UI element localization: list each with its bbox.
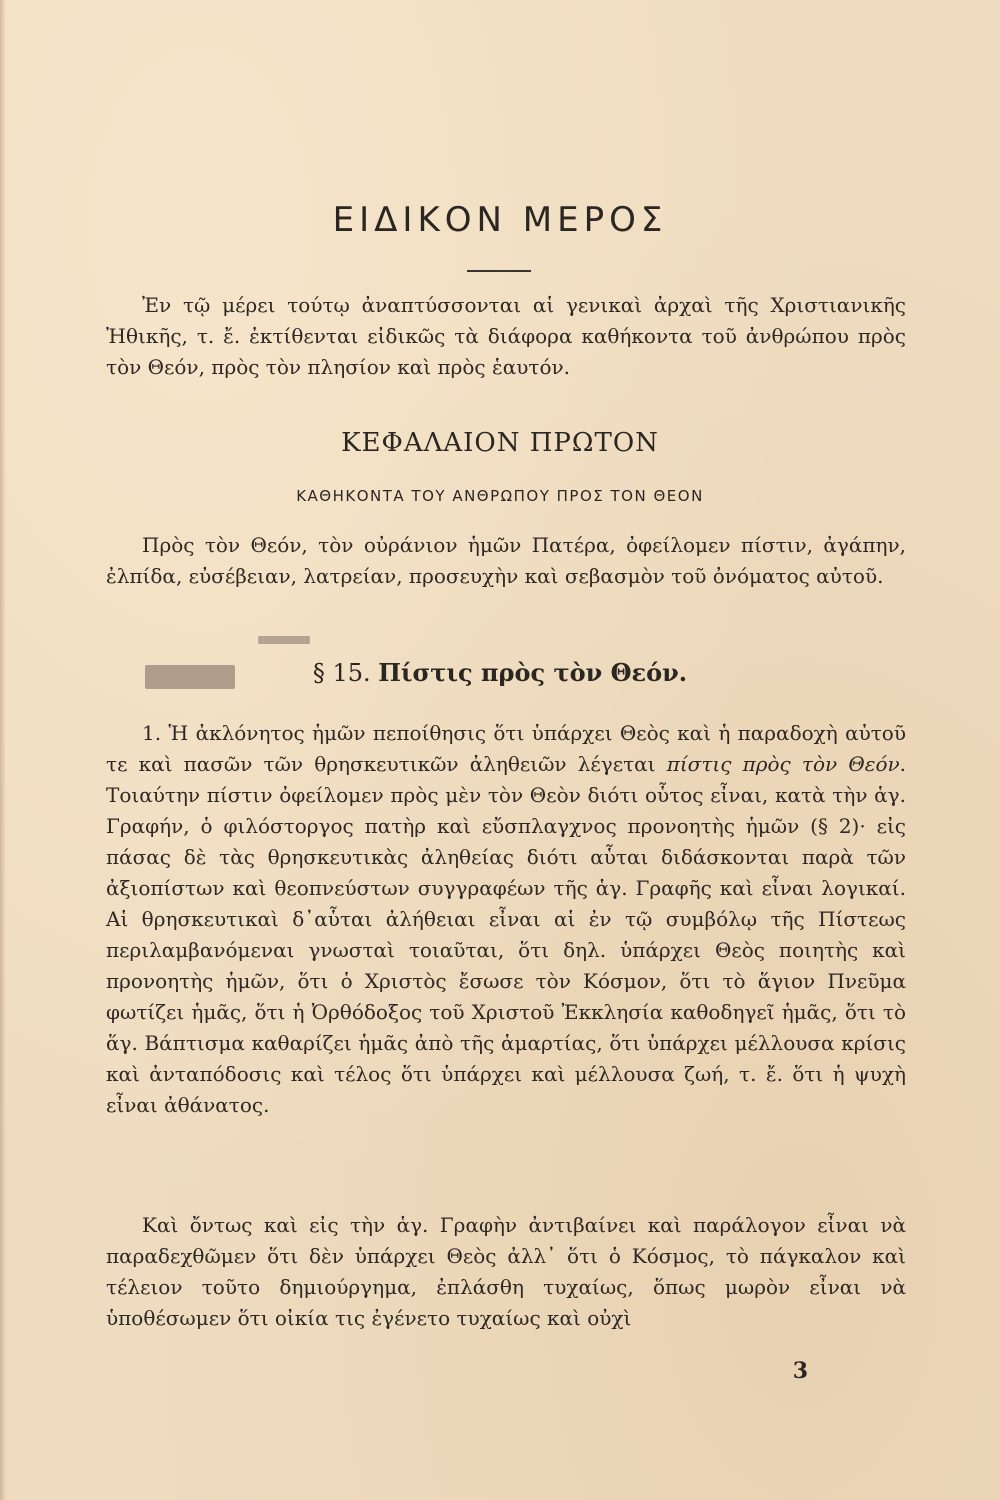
emphasized-term: πίστις πρὸς τὸν Θεόν bbox=[666, 752, 900, 776]
part-title: ΕΙΔΙΚΟΝ ΜΕΡΟΣ bbox=[332, 200, 668, 240]
section-number: § 15. bbox=[312, 659, 371, 687]
chapter-introduction: Πρὸς τὸν Θεόν, τὸν οὐράνιον ἡμῶν Πατέρα, ὀφείλομεν πίστιν, ἀγάπην, ἐλπίδα, εὐσέβειαν, λατρείαν, προσευχὴν καὶ σεβασμὸν τοῦ ὀνόματος αὐτοῦ. bbox=[106, 533, 906, 588]
chapter-subtitle: ΚΑΘΗΚΟΝΤΑ ΤΟΥ ΑΝΘΡΩΠΟΥ ΠΡΟΣ ΤΟΝ ΘΕΟΝ bbox=[296, 487, 704, 505]
ink-smudge bbox=[258, 636, 310, 644]
paragraph-text: 1. Ἡ ἀκλόνητος ἡμῶν πεποίθησις ὅτι ὑπάρχει Θεὸς καὶ ἡ παραδοχὴ αὐτοῦ τε καὶ πασῶν τῶν θρησκευτικῶν ἀληθειῶν λέγεται bbox=[106, 721, 906, 776]
body-paragraph: Καὶ ὄντως καὶ εἰς τὴν ἁγ. Γραφὴν ἀντιβαίνει καὶ παράλογον εἶναι νὰ παραδεχθῶμεν ὅτι δὲν ὑπάρχει Θεὸς ἀλλ᾽ ὅτι ὁ Κόσμος, τὸ πάγκαλον καὶ τέλειον τοῦτο δημιούργημα, ἐπλάσθη τυχαίως, ὅπως μωρὸν εἶναι νὰ ὑποθέσωμεν ὅτι οἰκία τις ἐγένετο τυχαίως καὶ οὐχὶ bbox=[106, 1213, 906, 1330]
part-introduction: Ἐν τῷ μέρει τούτῳ ἀναπτύσσονται αἱ γενικαὶ ἀρχαὶ τῆς Χριστιανικῆς Ἠθικῆς, τ. ἔ. ἐκτίθενται εἰδικῶς τὰ διάφορα καθήκοντα τοῦ ἀνθρώπου πρὸς τὸν Θεόν, πρὸς τὸν πλησίον καὶ πρὸς ἑαυτόν. bbox=[106, 293, 906, 379]
section-title: Πίστις πρὸς τὸν Θεόν. bbox=[378, 658, 688, 687]
paragraph-text: . Τοιαύτην πίστιν ὀφείλομεν πρὸς μὲν τὸν Θεὸν διότι οὗτος εἶναι, κατὰ τὴν ἁγ. Γραφήν, ὁ φιλόστοργος πατὴρ καὶ εὔσπλαγχνος προνοητὴς ἡμῶν (§ 2)· εἰς πάσας δὲ τὰς θρησκευτικὰς ἀληθείας διότι αὗται διδάσκονται παρὰ τῶν ἀξιοπίστων καὶ θεοπνεύστων συγγραφέων τῆς ἁγ. Γραφῆς καὶ εἶναι λογικαί. Αἱ θρησκευτικαὶ δ᾽αὗται ἀλήθειαι εἶναι αἱ ἐν τῷ συμβόλῳ τῆς Πίστεως περιλαμβανόμεναι γνωσταὶ τοιαῦται, ὅτι δηλ. ὑπάρχει Θεὸς ποιητὴς καὶ προνοητὴς ἡμῶν, ὅτι ὁ Χριστὸς ἔσωσε τὸν Κόσμον, ὅτι τὸ ἅγιον Πνεῦμα φωτίζει ἡμᾶς, ὅτι ἡ Ὀρθόδοξος τοῦ Χριστοῦ Ἐκκλησία καθοδηγεῖ ἡμᾶς, ὅτι τὸ ἅγ. Βάπτισμα καθαρίζει ἡμᾶς ἀπὸ τῆς ἁμαρτίας, ὅτι ὑπάρχει μέλλουσα κρίσις καὶ ἀνταπόδοσις καὶ τέλος ὅτι ὑπάρχει καὶ μέλλουσα ζωή, τ. ἔ. ὅτι ἡ ψυχὴ εἶναι ἀθάνατος. bbox=[106, 752, 907, 1117]
body-paragraph bbox=[106, 718, 906, 1121]
chapter-title: ΚΕΦΑΛΑΙΟΝ ΠΡΩΤΟΝ bbox=[341, 428, 659, 458]
section-heading bbox=[0, 658, 1000, 687]
page-number: 3 bbox=[792, 1358, 808, 1384]
title-divider bbox=[467, 270, 531, 272]
